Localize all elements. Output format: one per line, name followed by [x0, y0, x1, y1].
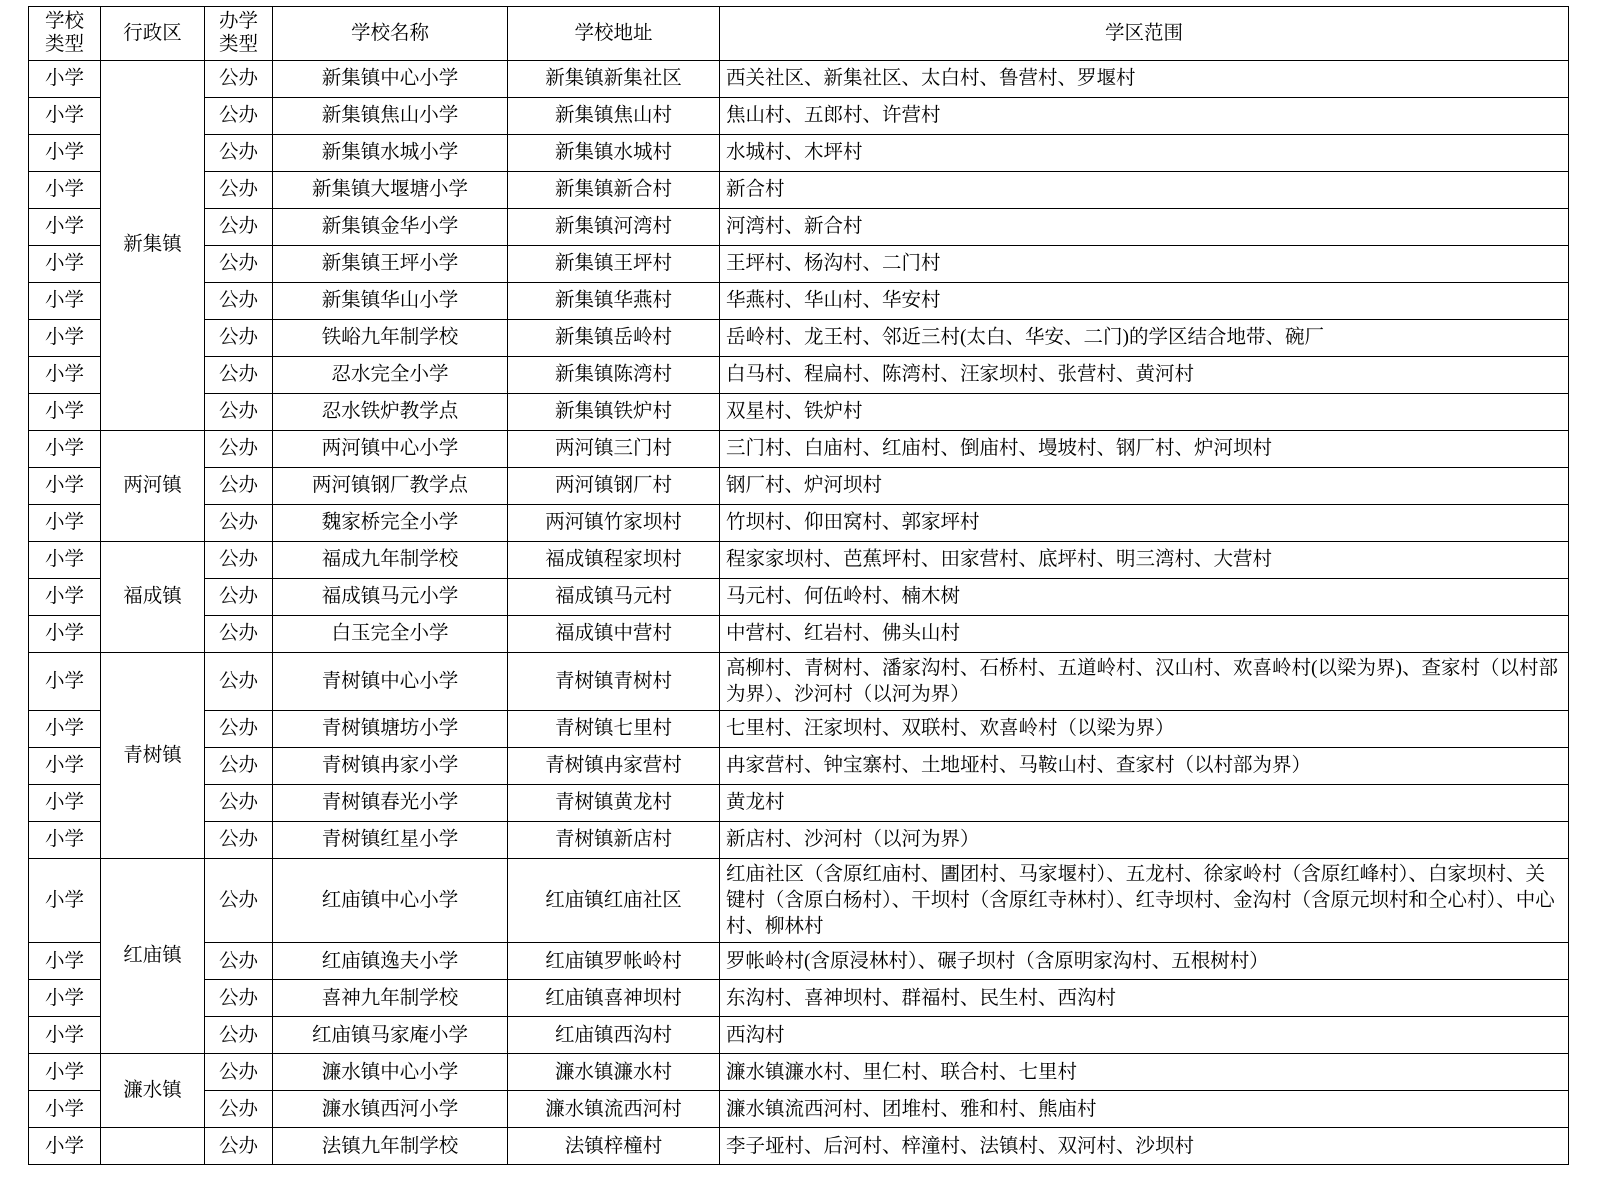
cell-school-name: 红庙镇逸夫小学 — [273, 943, 508, 980]
cell-school-range: 华燕村、华山村、华安村 — [720, 282, 1569, 319]
cell-school-type: 小学 — [29, 393, 101, 430]
cell-school-type: 小学 — [29, 171, 101, 208]
cell-school-type: 小学 — [29, 980, 101, 1017]
cell-school-name: 忍水铁炉教学点 — [273, 393, 508, 430]
table-row — [29, 319, 1569, 356]
cell-school-name: 新集镇王坪小学 — [273, 245, 508, 282]
cell-school-range: 冉家营村、钟宝寨村、土地垭村、马鞍山村、查家村（以村部为界） — [720, 748, 1569, 785]
cell-school-type: 小学 — [29, 1128, 101, 1165]
header-school-type — [29, 7, 101, 61]
cell-school-address: 青树镇青树村 — [508, 652, 720, 710]
cell-school-type: 小学 — [29, 748, 101, 785]
table-row — [29, 393, 1569, 430]
cell-school-type: 小学 — [29, 356, 101, 393]
cell-school-address: 红庙镇喜神坝村 — [508, 980, 720, 1017]
cell-run-type: 公办 — [205, 1017, 273, 1054]
cell-school-address: 红庙镇红庙社区 — [508, 859, 720, 943]
cell-school-name: 白玉完全小学 — [273, 615, 508, 652]
table-row — [29, 859, 1569, 943]
table-row — [29, 943, 1569, 980]
cell-run-type: 公办 — [205, 467, 273, 504]
cell-school-address: 濂水镇濂水村 — [508, 1054, 720, 1091]
cell-school-range: 竹坝村、仰田窝村、郭家坪村 — [720, 504, 1569, 541]
cell-run-type: 公办 — [205, 980, 273, 1017]
table-row — [29, 467, 1569, 504]
header-run-type-line1: 办学 — [218, 11, 258, 32]
cell-run-type: 公办 — [205, 60, 273, 97]
cell-school-range: 西沟村 — [720, 1017, 1569, 1054]
table-row — [29, 430, 1569, 467]
cell-school-address: 青树镇冉家营村 — [508, 748, 720, 785]
cell-school-type: 小学 — [29, 60, 101, 97]
cell-school-range: 焦山村、五郎村、许营村 — [720, 97, 1569, 134]
table-row — [29, 97, 1569, 134]
cell-school-name: 两河镇中心小学 — [273, 430, 508, 467]
cell-school-address: 法镇梓橦村 — [508, 1128, 720, 1165]
cell-run-type: 公办 — [205, 785, 273, 822]
cell-run-type: 公办 — [205, 393, 273, 430]
cell-run-type: 公办 — [205, 859, 273, 943]
cell-school-type: 小学 — [29, 1054, 101, 1091]
header-district: 行政区 — [101, 7, 205, 61]
cell-school-address: 青树镇新店村 — [508, 822, 720, 859]
cell-run-type: 公办 — [205, 711, 273, 748]
cell-school-address: 新集镇焦山村 — [508, 97, 720, 134]
cell-school-range: 罗帐岭村(含原浸林村）、碾子坝村（含原明家沟村、五根树村） — [720, 943, 1569, 980]
cell-school-range: 红庙社区（含原红庙村、圕团村、马家堰村）、五龙村、徐家岭村（含原红峰村）、白家坝村、关键村（含原白杨村）、干坝村（含原红寺林村）、红寺坝村、金沟村（含原元坝村和仝心村）、中心村、柳林村 — [720, 859, 1569, 943]
table-row — [29, 541, 1569, 578]
table-row — [29, 748, 1569, 785]
cell-run-type: 公办 — [205, 134, 273, 171]
cell-school-type: 小学 — [29, 822, 101, 859]
cell-school-type: 小学 — [29, 208, 101, 245]
table-row — [29, 1054, 1569, 1091]
table-row — [29, 356, 1569, 393]
header-row — [29, 7, 1569, 61]
cell-school-range: 濂水镇濂水村、里仁村、联合村、七里村 — [720, 1054, 1569, 1091]
cell-run-type: 公办 — [205, 208, 273, 245]
cell-school-name: 新集镇中心小学 — [273, 60, 508, 97]
cell-run-type: 公办 — [205, 319, 273, 356]
cell-school-range: 河湾村、新合村 — [720, 208, 1569, 245]
table-row — [29, 785, 1569, 822]
cell-school-name: 忍水完全小学 — [273, 356, 508, 393]
cell-school-type: 小学 — [29, 578, 101, 615]
cell-school-name: 新集镇焦山小学 — [273, 97, 508, 134]
cell-school-address: 新集镇水城村 — [508, 134, 720, 171]
cell-run-type: 公办 — [205, 822, 273, 859]
cell-school-name: 濂水镇中心小学 — [273, 1054, 508, 1091]
header-run-type-line2: 类型 — [218, 34, 258, 56]
cell-school-range: 马元村、何伍岭村、楠木树 — [720, 578, 1569, 615]
cell-school-type: 小学 — [29, 282, 101, 319]
table-row — [29, 504, 1569, 541]
cell-run-type: 公办 — [205, 430, 273, 467]
cell-school-type: 小学 — [29, 319, 101, 356]
cell-school-range: 岳岭村、龙王村、邻近三村(太白、华安、二门)的学区结合地带、碗厂 — [720, 319, 1569, 356]
table-row — [29, 1091, 1569, 1128]
cell-school-range: 高柳村、青树村、潘家沟村、石桥村、五道岭村、汉山村、欢喜岭村(以梁为界)、查家村（以村部为界）、沙河村（以河为界） — [720, 652, 1569, 710]
cell-run-type: 公办 — [205, 652, 273, 710]
school-district-table — [28, 6, 1569, 1165]
cell-school-name: 青树镇中心小学 — [273, 652, 508, 710]
table-row — [29, 171, 1569, 208]
cell-school-address: 福成镇程家坝村 — [508, 541, 720, 578]
header-school-type-line2: 类型 — [44, 34, 84, 56]
header-school-range: 学区范围 — [720, 7, 1569, 61]
cell-school-type: 小学 — [29, 1017, 101, 1054]
table-row — [29, 245, 1569, 282]
cell-school-name: 福成九年制学校 — [273, 541, 508, 578]
table-row — [29, 1017, 1569, 1054]
cell-run-type: 公办 — [205, 1054, 273, 1091]
cell-school-name: 新集镇金华小学 — [273, 208, 508, 245]
cell-school-type: 小学 — [29, 134, 101, 171]
cell-school-name: 魏家桥完全小学 — [273, 504, 508, 541]
cell-school-type: 小学 — [29, 615, 101, 652]
cell-district: 红庙镇 — [101, 859, 205, 1054]
cell-school-address: 新集镇华燕村 — [508, 282, 720, 319]
cell-run-type: 公办 — [205, 356, 273, 393]
cell-school-range: 东沟村、喜神坝村、群福村、民生村、西沟村 — [720, 980, 1569, 1017]
cell-school-range: 新店村、沙河村（以河为界） — [720, 822, 1569, 859]
table-row — [29, 1128, 1569, 1165]
cell-school-name: 红庙镇中心小学 — [273, 859, 508, 943]
cell-school-address: 两河镇钢厂村 — [508, 467, 720, 504]
cell-school-address: 福成镇中营村 — [508, 615, 720, 652]
cell-school-name: 青树镇冉家小学 — [273, 748, 508, 785]
table-body — [29, 60, 1569, 1165]
cell-school-address: 新集镇陈湾村 — [508, 356, 720, 393]
cell-school-range: 双星村、铁炉村 — [720, 393, 1569, 430]
cell-school-range: 程家家坝村、芭蕉坪村、田家营村、底坪村、明三湾村、大营村 — [720, 541, 1569, 578]
cell-school-name: 青树镇塘坊小学 — [273, 711, 508, 748]
cell-school-range: 三门村、白庙村、红庙村、倒庙村、墁坡村、钢厂村、炉河坝村 — [720, 430, 1569, 467]
cell-school-address: 新集镇河湾村 — [508, 208, 720, 245]
cell-run-type: 公办 — [205, 578, 273, 615]
cell-run-type: 公办 — [205, 943, 273, 980]
table-row — [29, 615, 1569, 652]
cell-school-type: 小学 — [29, 785, 101, 822]
table-row — [29, 208, 1569, 245]
cell-run-type: 公办 — [205, 1091, 273, 1128]
cell-school-range: 七里村、汪家坝村、双联村、欢喜岭村（以梁为界） — [720, 711, 1569, 748]
cell-run-type: 公办 — [205, 171, 273, 208]
cell-school-type: 小学 — [29, 943, 101, 980]
cell-run-type: 公办 — [205, 245, 273, 282]
cell-district: 福成镇 — [101, 541, 205, 652]
cell-school-address: 红庙镇西沟村 — [508, 1017, 720, 1054]
cell-school-address: 濂水镇流西河村 — [508, 1091, 720, 1128]
cell-school-address: 红庙镇罗帐岭村 — [508, 943, 720, 980]
cell-school-type: 小学 — [29, 859, 101, 943]
cell-school-name: 新集镇华山小学 — [273, 282, 508, 319]
header-school-name: 学校名称 — [273, 7, 508, 61]
table-row — [29, 60, 1569, 97]
cell-school-type: 小学 — [29, 541, 101, 578]
header-school-address: 学校地址 — [508, 7, 720, 61]
cell-school-type: 小学 — [29, 1091, 101, 1128]
table-row — [29, 134, 1569, 171]
cell-school-range: 王坪村、杨沟村、二门村 — [720, 245, 1569, 282]
cell-run-type: 公办 — [205, 282, 273, 319]
cell-school-type: 小学 — [29, 245, 101, 282]
cell-district: 新集镇 — [101, 60, 205, 430]
cell-run-type: 公办 — [205, 541, 273, 578]
cell-school-address: 福成镇马元村 — [508, 578, 720, 615]
cell-school-name: 法镇九年制学校 — [273, 1128, 508, 1165]
cell-district: 濂水镇 — [101, 1054, 205, 1128]
cell-school-address: 两河镇竹家坝村 — [508, 504, 720, 541]
cell-school-address: 青树镇黄龙村 — [508, 785, 720, 822]
cell-school-address: 新集镇新集社区 — [508, 60, 720, 97]
cell-district: 两河镇 — [101, 430, 205, 541]
table-header — [29, 7, 1569, 61]
cell-school-range: 新合村 — [720, 171, 1569, 208]
cell-school-address: 新集镇铁炉村 — [508, 393, 720, 430]
cell-school-name: 喜神九年制学校 — [273, 980, 508, 1017]
cell-school-address: 新集镇岳岭村 — [508, 319, 720, 356]
cell-school-name: 福成镇马元小学 — [273, 578, 508, 615]
cell-school-type: 小学 — [29, 97, 101, 134]
table-row — [29, 822, 1569, 859]
cell-school-type: 小学 — [29, 430, 101, 467]
cell-school-address: 新集镇新合村 — [508, 171, 720, 208]
cell-school-range: 水城村、木坪村 — [720, 134, 1569, 171]
table-row — [29, 711, 1569, 748]
cell-school-name: 青树镇春光小学 — [273, 785, 508, 822]
header-run-type — [205, 7, 273, 61]
cell-school-type: 小学 — [29, 504, 101, 541]
cell-school-type: 小学 — [29, 711, 101, 748]
cell-school-address: 新集镇王坪村 — [508, 245, 720, 282]
cell-run-type: 公办 — [205, 748, 273, 785]
cell-school-name: 濂水镇西河小学 — [273, 1091, 508, 1128]
cell-run-type: 公办 — [205, 615, 273, 652]
cell-school-range: 李子垭村、后河村、梓潼村、法镇村、双河村、沙坝村 — [720, 1128, 1569, 1165]
cell-school-name: 红庙镇马家庵小学 — [273, 1017, 508, 1054]
cell-school-type: 小学 — [29, 652, 101, 710]
cell-district — [101, 1128, 205, 1165]
table-row — [29, 652, 1569, 710]
header-school-type-line1: 学校 — [44, 11, 84, 32]
cell-school-type: 小学 — [29, 467, 101, 504]
cell-district: 青树镇 — [101, 652, 205, 858]
cell-run-type: 公办 — [205, 1128, 273, 1165]
cell-school-range: 钢厂村、炉河坝村 — [720, 467, 1569, 504]
cell-school-name: 青树镇红星小学 — [273, 822, 508, 859]
cell-school-range: 濂水镇流西河村、团堆村、雅和村、熊庙村 — [720, 1091, 1569, 1128]
table-row — [29, 578, 1569, 615]
cell-school-range: 西关社区、新集社区、太白村、鲁营村、罗堰村 — [720, 60, 1569, 97]
cell-school-range: 黄龙村 — [720, 785, 1569, 822]
cell-school-name: 新集镇大堰塘小学 — [273, 171, 508, 208]
cell-school-name: 新集镇水城小学 — [273, 134, 508, 171]
cell-run-type: 公办 — [205, 97, 273, 134]
cell-school-range: 白马村、程扁村、陈湾村、汪家坝村、张营村、黄河村 — [720, 356, 1569, 393]
cell-school-name: 铁峪九年制学校 — [273, 319, 508, 356]
cell-school-range: 中营村、红岩村、佛头山村 — [720, 615, 1569, 652]
cell-school-address: 两河镇三门村 — [508, 430, 720, 467]
cell-school-address: 青树镇七里村 — [508, 711, 720, 748]
cell-school-name: 两河镇钢厂教学点 — [273, 467, 508, 504]
table-row — [29, 980, 1569, 1017]
cell-run-type: 公办 — [205, 504, 273, 541]
table-row — [29, 282, 1569, 319]
